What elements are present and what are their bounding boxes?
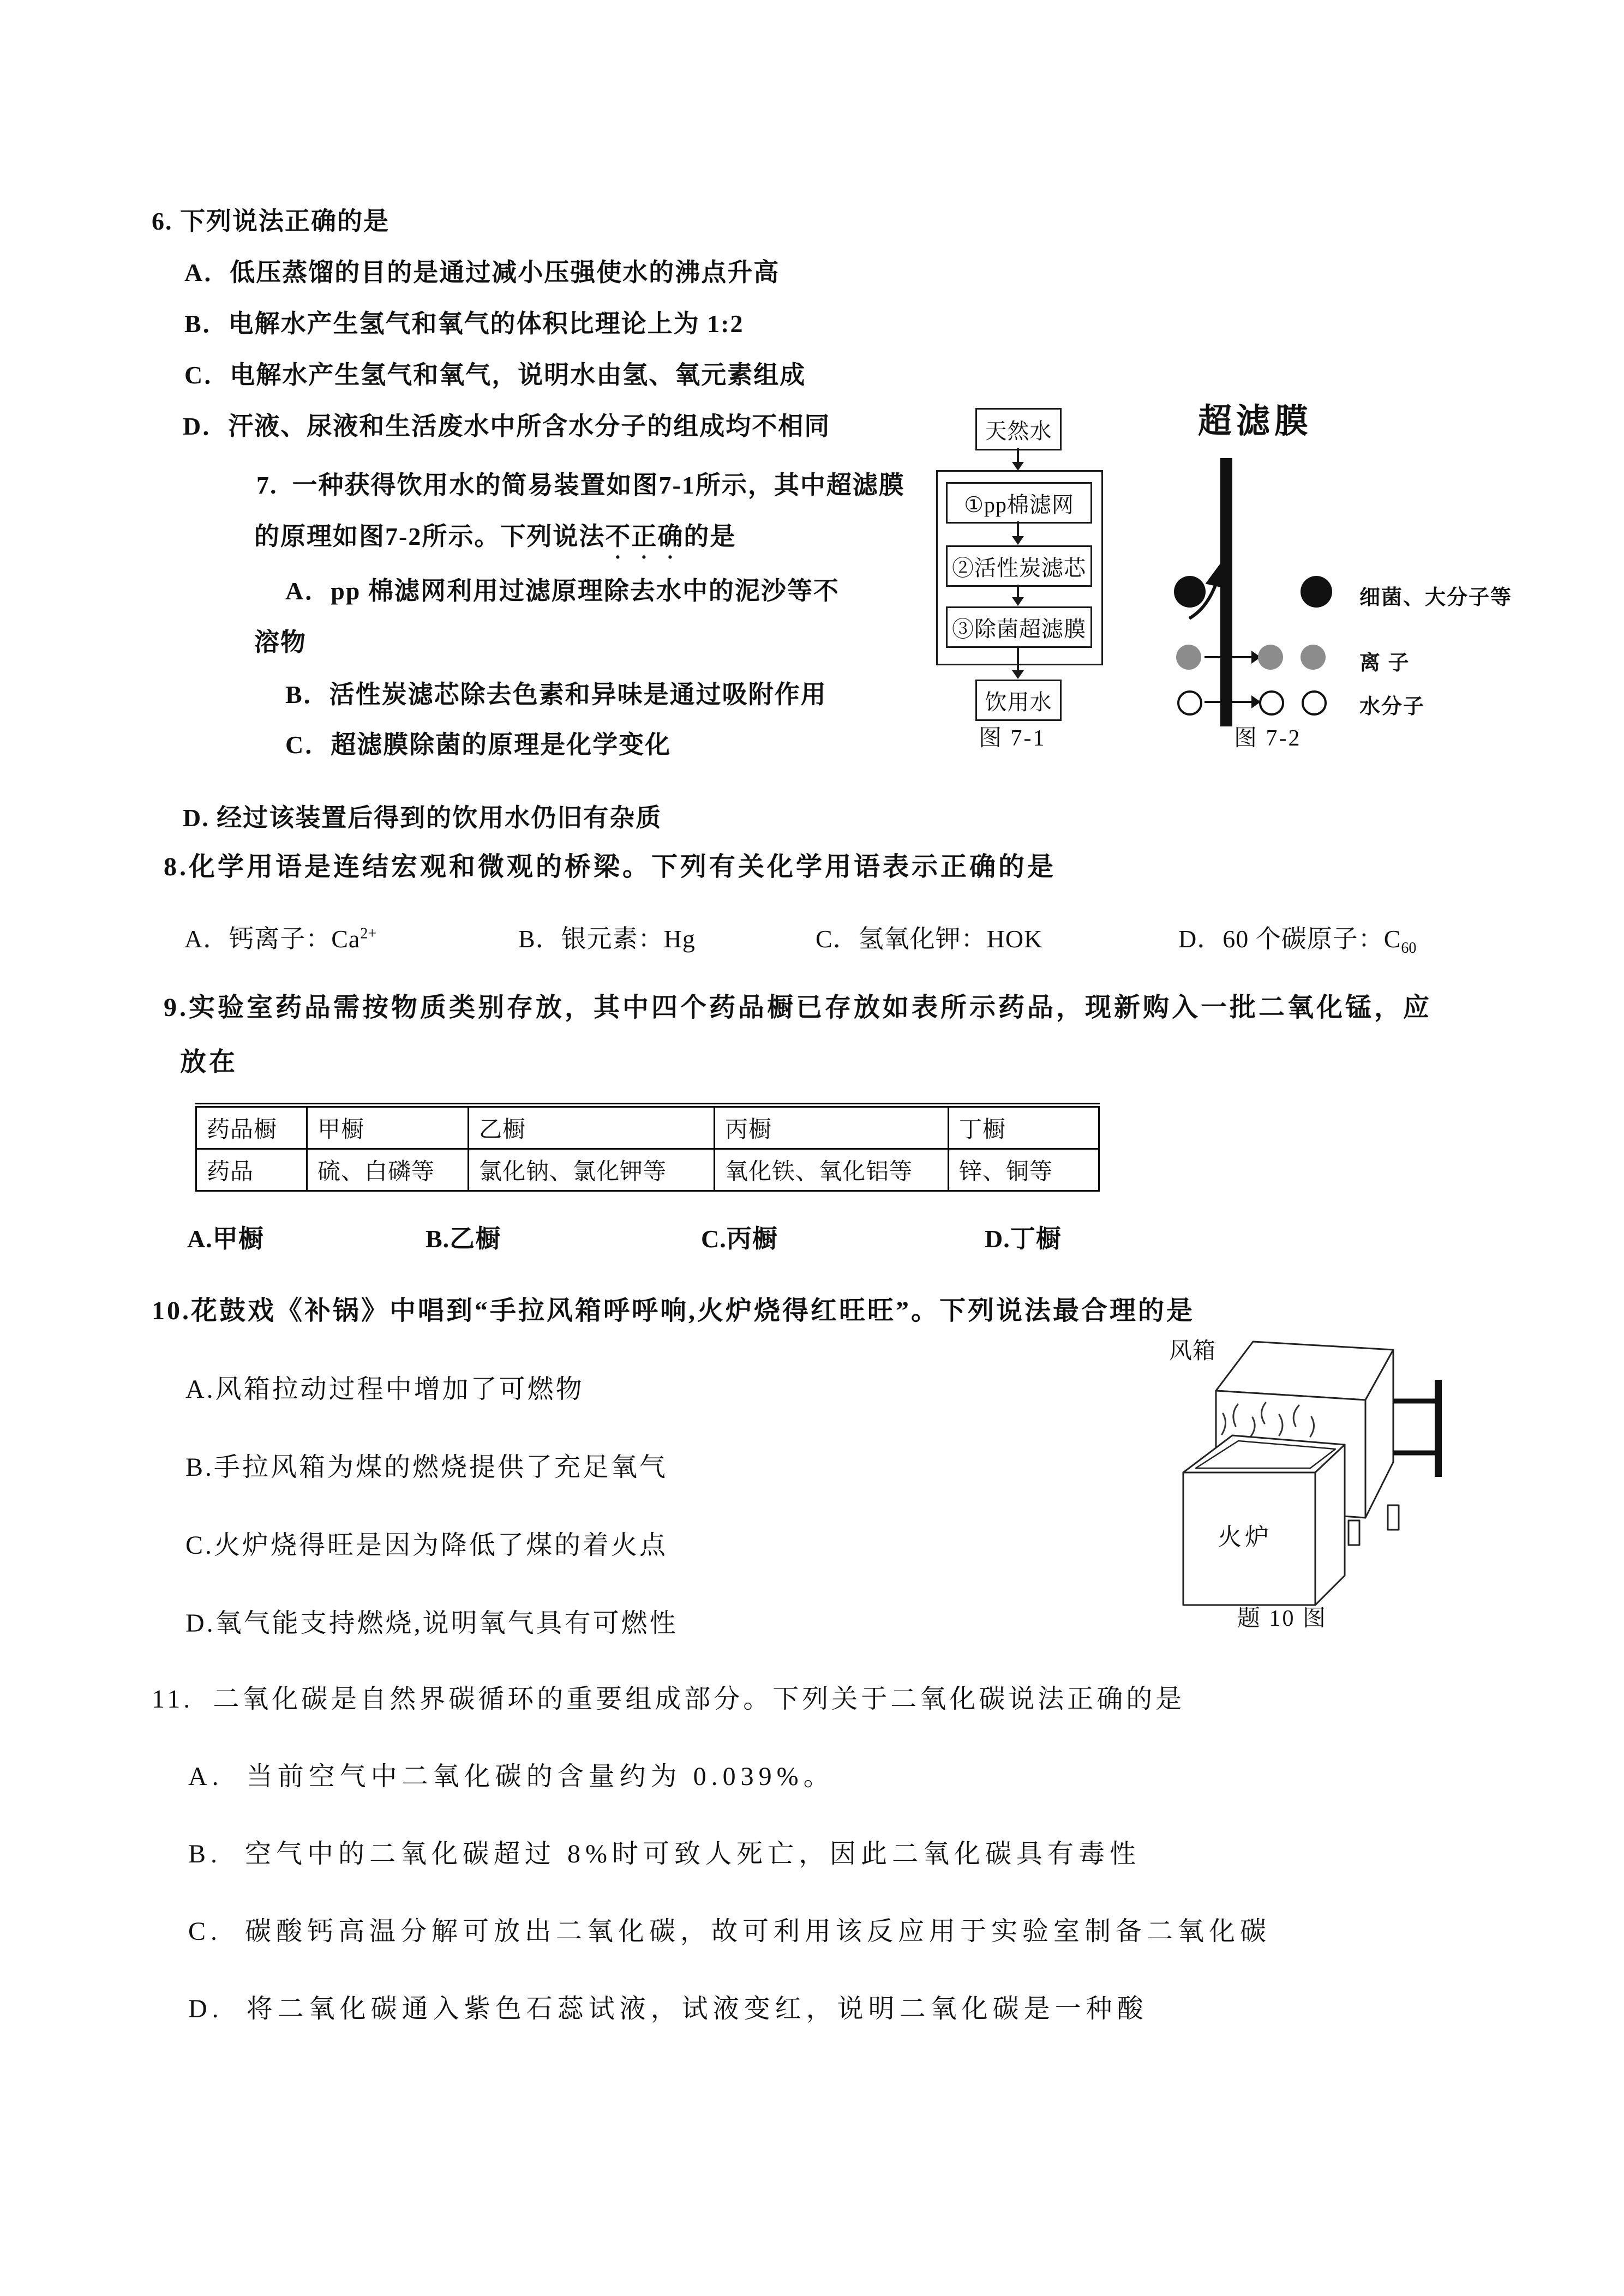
fig71-drinking-water-box: 饮用水	[975, 680, 1062, 721]
q9-chemical-cabinet-table	[195, 1103, 1100, 1192]
question-8-option-b: B．银元素：Hg	[518, 925, 696, 953]
question-9-option-d: D.丁橱	[985, 1225, 1062, 1253]
pass-through-arrow-icon	[1204, 701, 1253, 703]
question-9-stem-line2: 放在	[180, 1048, 238, 1077]
table-cell: 氧化铁、氧化铝等	[715, 1149, 949, 1191]
question-8-option-c: C．氢氧化钾：HOK	[816, 925, 1043, 953]
table-header-row	[196, 1105, 1099, 1149]
table-cell: 硫、白磷等	[307, 1149, 469, 1191]
bellows-handle-bar	[1435, 1380, 1442, 1477]
table-header-cell: 药品橱	[196, 1105, 307, 1149]
ion-dot-icon	[1258, 645, 1283, 670]
question-10-option-b: B.手拉风箱为煤的燃烧提供了充足氧气	[185, 1453, 668, 1482]
superscript-charge: 2+	[360, 925, 377, 942]
question-6-option-b: B．电解水产生氢气和氧气的体积比理论上为 1:2	[184, 310, 744, 338]
bellows-handle	[1393, 1401, 1436, 1453]
question-7-option-c: C．超滤膜除菌的原理是化学变化	[285, 731, 672, 759]
table-cell: 锌、铜等	[949, 1149, 1099, 1191]
table-row	[196, 1149, 1099, 1191]
bellows-furnace-illustration	[1156, 1325, 1462, 1636]
fig71-step3-box: ③除菌超滤膜	[946, 606, 1092, 648]
question-7-option-d: D. 经过该装置后得到的饮用水仍旧有杂质	[183, 804, 662, 832]
question-7-option-a-line1: A．pp 棉滤网利用过滤原理除去水中的泥沙等不	[285, 577, 840, 605]
ion-dot-icon	[1301, 645, 1326, 670]
fig71-step2-box: ②活性炭滤芯	[946, 545, 1092, 587]
water-molecule-dot-icon	[1302, 690, 1327, 716]
bacteria-dot-icon	[1301, 576, 1332, 608]
flow-arrow-down-icon	[1017, 585, 1019, 598]
fig71-natural-water-box: 天然水	[975, 408, 1062, 450]
fig10-bellows-label: 风箱	[1169, 1339, 1216, 1364]
fig10-caption: 题 10 图	[1237, 1606, 1328, 1631]
fig72-caption: 图 7-2	[1234, 726, 1302, 751]
question-10-option-d: D.氧气能支持燃烧,说明氧气具有可燃性	[185, 1609, 678, 1638]
question-8-option-d	[1178, 925, 1416, 957]
question-10-option-a: A.风箱拉动过程中增加了可燃物	[185, 1375, 584, 1404]
question-6-option-a: A．低压蒸馏的目的是通过减小压强使水的沸点升高	[184, 259, 780, 286]
bellows-foot	[1388, 1505, 1399, 1530]
table-header-cell: 甲橱	[307, 1105, 469, 1149]
question-7-option-b: B．活性炭滤芯除去色素和异味是通过吸附作用	[285, 681, 827, 708]
bellows-foot	[1349, 1520, 1359, 1545]
question-8-option-a-text: A．钙离子：Ca	[184, 925, 361, 953]
pass-through-arrow-icon	[1204, 656, 1253, 658]
subscript-count: 60	[1401, 940, 1417, 957]
question-11-option-d: D. 将二氧化碳通入紫色石蕊试液，试液变红，说明二氧化碳是一种酸	[188, 1994, 1148, 2023]
question-10-option-c: C.火炉烧得旺是因为降低了煤的着火点	[185, 1531, 668, 1560]
flow-arrow-down-icon	[1017, 448, 1019, 462]
fig72-legend-ion: 离 子	[1359, 652, 1410, 675]
question-11-option-c: C. 碳酸钙高温分解可放出二氧化碳，故可利用该反应用于实验室制备二氧化碳	[188, 1917, 1272, 1946]
question-11-option-b: B. 空气中的二氧化碳超过 8%时可致人死亡，因此二氧化碳具有毒性	[188, 1840, 1141, 1868]
question-7-stem-line2	[254, 522, 736, 564]
table-cell: 药品	[196, 1149, 307, 1191]
question-9-option-b: B.乙橱	[426, 1225, 501, 1253]
question-9-option-a: A.甲橱	[187, 1225, 264, 1253]
table-header-cell: 丁橱	[949, 1105, 1099, 1149]
question-7-stem-emphasis: 不正确	[605, 522, 684, 550]
flow-arrow-down-icon	[1017, 521, 1019, 537]
ion-dot-icon	[1176, 645, 1201, 670]
question-9-option-c: C.丙橱	[701, 1225, 778, 1253]
question-7-stem-line2-suffix: 的是	[684, 522, 736, 550]
furnace-right-face	[1315, 1445, 1345, 1605]
table-header-cell: 乙橱	[469, 1105, 715, 1149]
question-7-stem-line2-prefix: 的原理如图7-2所示。下列说法	[254, 522, 606, 550]
water-molecule-dot-icon	[1259, 690, 1284, 716]
fig71-caption: 图 7-1	[979, 726, 1046, 751]
fig72-legend-bacteria: 细菌、大分子等	[1359, 586, 1513, 609]
question-10-stem: 10.花鼓戏《补锅》中唱到“手拉风箱呼呼响,火炉烧得红旺旺”。下列说法最合理的是	[152, 1296, 1195, 1325]
table-header-cell: 丙橱	[715, 1105, 949, 1149]
fig71-step1-box: ①pp棉滤网	[946, 482, 1092, 524]
question-6-option-d: D．汗液、尿液和生活废水中所含水分子的组成均不相同	[183, 412, 831, 440]
table-cell: 氯化钠、氯化钾等	[469, 1149, 715, 1191]
question-11-stem: 11. 二氧化碳是自然界碳循环的重要组成部分。下列关于二氧化碳说法正确的是	[152, 1685, 1185, 1714]
question-8-stem: 8.化学用语是连结宏观和微观的桥梁。下列有关化学用语表示正确的是	[164, 852, 1057, 881]
fig10-furnace-label: 火炉	[1218, 1524, 1272, 1550]
fig72-legend-water: 水分子	[1359, 695, 1425, 718]
bacteria-dot-icon	[1174, 576, 1206, 608]
question-7-stem-line1: 7. 一种获得饮用水的简易装置如图7-1所示，其中超滤膜	[256, 471, 905, 499]
question-11-option-a: A. 当前空气中二氧化碳的含量约为 0.039%。	[188, 1762, 835, 1791]
question-6-option-c: C．电解水产生氢气和氧气，说明水由氢、氧元素组成	[184, 361, 806, 389]
question-7-option-a-line2: 溶物	[254, 628, 307, 656]
question-9-stem-line1: 9.实验室药品需按物质类别存放，其中四个药品橱已存放如表所示药品，现新购入一批二氧化锰，应	[164, 993, 1433, 1022]
water-molecule-dot-icon	[1177, 690, 1202, 716]
question-6-stem: 6. 下列说法正确的是	[152, 207, 389, 235]
bellows-top-face	[1216, 1342, 1393, 1400]
question-8-option-d-text: D．60 个碳原子：C	[1178, 925, 1401, 953]
question-8-option-a	[184, 925, 376, 954]
flow-arrow-down-icon	[1017, 646, 1019, 671]
fig72-title: 超滤膜	[1198, 403, 1313, 440]
